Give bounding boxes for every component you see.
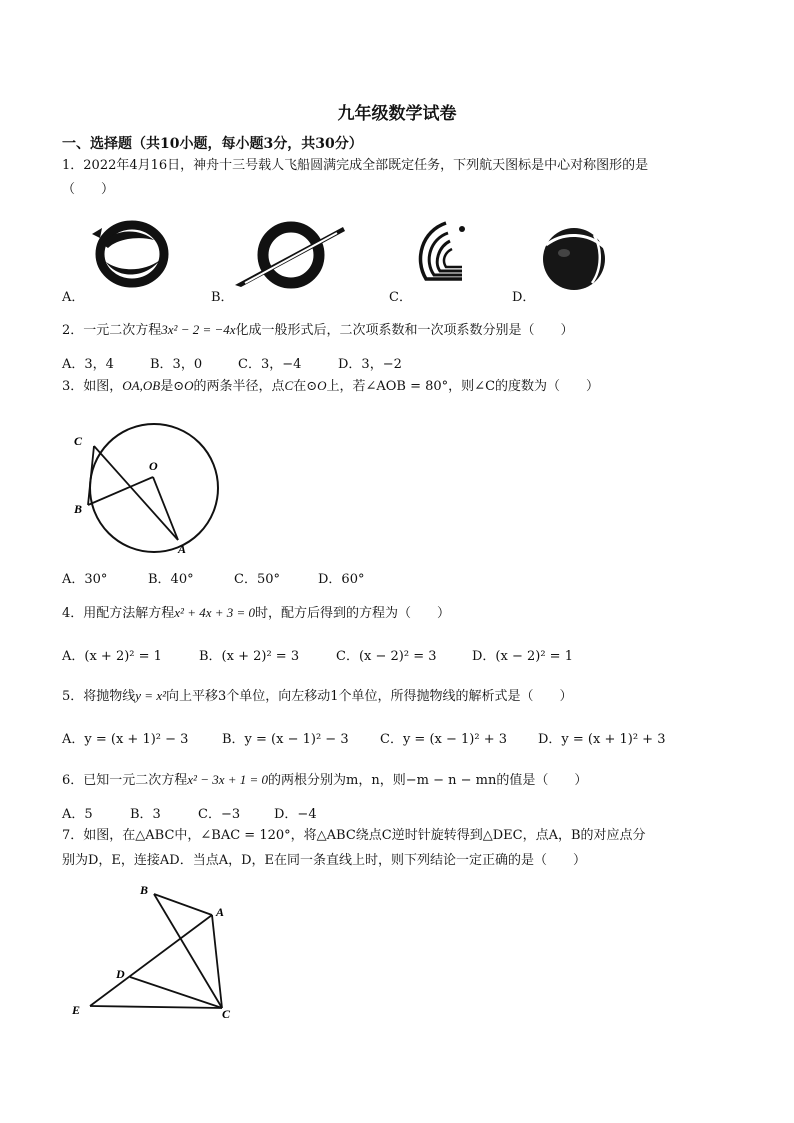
point-label-b: B xyxy=(74,502,83,516)
circle-figure xyxy=(70,425,230,565)
point-label-b: B xyxy=(140,883,149,897)
point-label-d: D xyxy=(116,967,125,981)
triangle-rotation-figure xyxy=(68,880,258,1030)
q4-option-d[interactable]: D．(x − 2)² = 1 xyxy=(472,649,573,664)
ring-planet-icon xyxy=(233,221,348,289)
q6-option-a[interactable]: A．5 xyxy=(62,807,93,822)
q3-option-c[interactable]: C．50° xyxy=(234,572,280,587)
point-label-c: C xyxy=(74,434,83,448)
point-label-e: E xyxy=(72,1003,81,1017)
question-2-stem: 2．一元二次方程3x² − 2 = −4x化成一般形式后，二次项系数和一次项系数分别是（ ） xyxy=(62,322,574,338)
q2-equation: 3x² − 2 = −4x xyxy=(161,322,236,337)
dark-sphere-icon xyxy=(540,225,610,291)
q2-option-d[interactable]: D．3，−2 xyxy=(338,357,402,372)
question-7-line-1: 7．如图，在△ABC中，∠BAC = 120°，将△ABC绕点C逆时针旋转得到△DEC，点A，B的对应点分 xyxy=(62,828,646,843)
q4-equation: x² + 4x + 3 = 0 xyxy=(174,605,256,620)
point-label-o: O xyxy=(149,459,158,473)
q5-option-d[interactable]: D．y = (x + 1)² + 3 xyxy=(538,732,666,747)
question-1-stem: 1．2022年4月16日，神舟十三号载人飞船圆满完成全部既定任务，下列航天图标是中心对称图形的是 xyxy=(62,158,649,173)
q2-option-b[interactable]: B．3，0 xyxy=(150,357,203,372)
q6-option-b[interactable]: B．3 xyxy=(130,807,161,822)
q4-option-b[interactable]: B．(x + 2)² = 3 xyxy=(199,649,300,664)
question-1-paren: （ ） xyxy=(62,182,115,197)
q2-option-c[interactable]: C．3，−4 xyxy=(238,357,302,372)
question-7-line-2: 别为D，E，连接AD．当点A，D，E在同一条直线上时，则下列结论一定正确的是（ ） xyxy=(62,853,587,868)
point-label-c: C xyxy=(222,1007,231,1021)
q6-option-c[interactable]: C．−3 xyxy=(198,807,241,822)
q1-option-c[interactable]: C． xyxy=(389,290,412,305)
q4-option-c[interactable]: C．(x − 2)² = 3 xyxy=(336,649,437,664)
point-label-a: A xyxy=(178,542,187,556)
q1-option-a[interactable]: A． xyxy=(62,290,85,305)
question-6-stem: 6．已知一元二次方程x² − 3x + 1 = 0的两根分别为m，n，则−m − n − mn的值是（ ） xyxy=(62,772,588,788)
arc-lines-icon xyxy=(412,219,472,287)
q3-option-a[interactable]: A．30° xyxy=(62,572,108,587)
q1-option-d[interactable]: D． xyxy=(512,290,536,305)
q5-option-a[interactable]: A．y = (x + 1)² − 3 xyxy=(62,732,189,747)
ribbon-swirl-icon xyxy=(88,214,173,289)
question-4-stem: 4．用配方法解方程x² + 4x + 3 = 0时，配方后得到的方程为（ ） xyxy=(62,605,451,621)
q6-option-d[interactable]: D．−4 xyxy=(274,807,317,822)
question-3-stem: 3．如图，OA,OB是⊙O的两条半径，点C在⊙O上，若∠AOB = 80°，则∠C的度数为（ ） xyxy=(62,378,600,394)
q5-option-b[interactable]: B．y = (x − 1)² − 3 xyxy=(222,732,349,747)
q2-option-a[interactable]: A．3，4 xyxy=(62,357,114,372)
point-label-a: A xyxy=(216,905,225,919)
q1-option-b[interactable]: B． xyxy=(211,290,234,305)
q3-option-b[interactable]: B．40° xyxy=(148,572,194,587)
q5-equation: y = x² xyxy=(135,688,166,703)
q5-option-c[interactable]: C．y = (x − 1)² + 3 xyxy=(380,732,507,747)
section-heading: 一、选择题（共10小题，每小题3分，共30分） xyxy=(62,136,363,152)
q6-equation: x² − 3x + 1 = 0 xyxy=(187,772,269,787)
q3-option-d[interactable]: D．60° xyxy=(318,572,365,587)
q4-option-a[interactable]: A．(x + 2)² = 1 xyxy=(62,649,162,664)
question-5-stem: 5．将抛物线y = x²向上平移3个单位，向左移动1个单位，所得抛物线的解析式是（ ） xyxy=(62,688,573,704)
page-title: 九年级数学试卷 xyxy=(337,104,457,124)
